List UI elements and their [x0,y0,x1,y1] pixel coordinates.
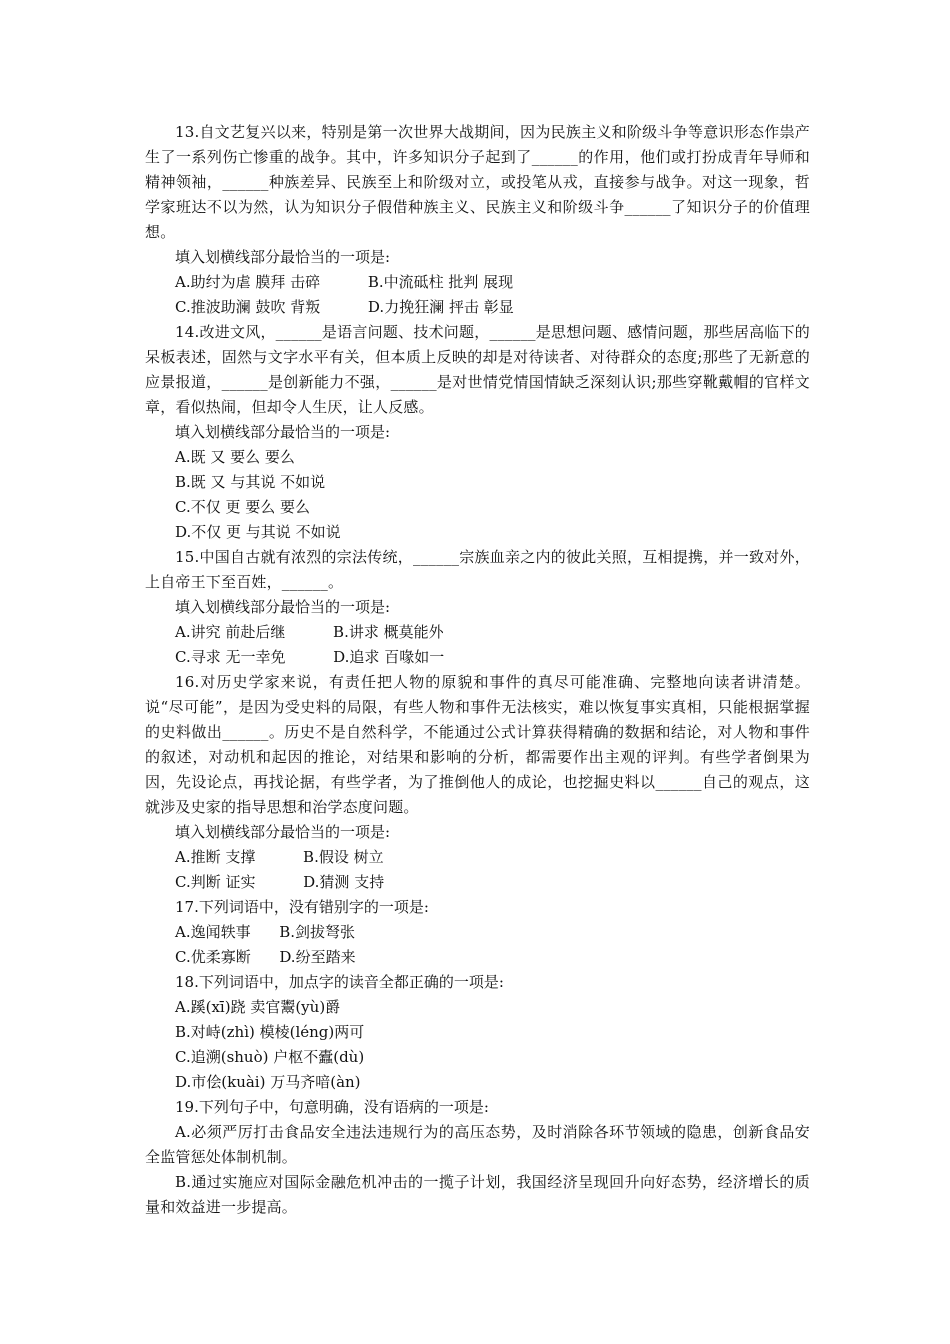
q14-option-d: D.不仅 更 与其说 不如说 [175,523,341,541]
q18-prompt: 18.下列词语中，加点字的读音全都正确的一项是: [175,973,504,991]
q19-option-a: A.必须严厉打击食品安全违法违规行为的高压态势，及时消除各环节领域的隐患，创新食品安全监管惩处体制机制。 [145,1123,810,1166]
q18-option-a: A.蹊(xī)跷 卖官鬻(yù)爵 [175,998,341,1016]
document-page [145,120,810,1220]
q17-options-row-1: A.逸闻轶事 B.剑拔弩张 [175,923,356,941]
q14-option-c: C.不仅 更 要么 要么 [175,498,311,516]
q15-options-row-2: C.寻求 无一幸免 D.追求 百喙如一 [175,648,445,666]
q16-prompt: 填入划横线部分最恰当的一项是: [175,823,391,841]
q18-option-c: C.追溯(shuò) 户枢不蠹(dù) [175,1048,365,1066]
q15-prompt: 填入划横线部分最恰当的一项是: [175,598,391,616]
q16-stem: 16.对历史学家来说，有责任把人物的原貌和事件的真尽可能准确、完整地向读者讲清楚。说“尽可能”，是因为受史料的局限，有些人物和事件无法核实，难以恢复事实真相，只能根据掌握的史料做出______。历史不是自然科学，不能通过公式计算获得精确的数据和结论，对人物和事件的叙述，对动机和起因的推论，对结果和影响的分析，都需要作出主观的评判。有些学者倒果为因，先设论点，再找论据，有些学者，为了推倒他人的成论，也挖掘史料以______自己的观点，这就涉及史家的指导思想和治学态度问题。 [145,673,810,816]
q14-option-a: A.既 又 要么 要么 [175,448,295,466]
q17-options-row-2: C.优柔寡断 D.纷至踏来 [175,948,356,966]
q13-options-row-1: A.助纣为虐 膜拜 击碎 B.中流砥柱 批判 展现 [175,273,514,291]
q18-option-b: B.对峙(zhì) 模棱(léng)两可 [175,1023,365,1041]
q15-stem: 15.中国自古就有浓烈的宗法传统，______宗族血亲之内的彼此关照，互相提携，并一致对外，上自帝王下至百姓，______。 [145,548,810,591]
q19-option-b: B.通过实施应对国际金融危机冲击的一揽子计划，我国经济呈现回升向好态势，经济增长的质量和效益进一步提高。 [145,1173,810,1216]
q15-options-row-1: A.讲究 前赴后继 B.讲求 概莫能外 [175,623,444,641]
q13-prompt: 填入划横线部分最恰当的一项是: [175,248,391,266]
q16-options-row-2: C.判断 证实 D.猜测 支持 [175,873,385,891]
q19-prompt: 19.下列句子中，句意明确，没有语病的一项是: [175,1098,489,1116]
q14-prompt: 填入划横线部分最恰当的一项是: [175,423,391,441]
q17-prompt: 17.下列词语中，没有错别字的一项是: [175,898,429,916]
q16-options-row-1: A.推断 支撑 B.假设 树立 [175,848,384,866]
q18-option-d: D.市侩(kuài) 万马齐喑(àn) [175,1073,361,1091]
q13-stem: 13.自文艺复兴以来，特别是第一次世界大战期间，因为民族主义和阶级斗争等意识形态作祟产生了一系列伤亡惨重的战争。其中，许多知识分子起到了______的作用，他们或打扮成青年导师和精神领袖，______种族差异、民族至上和阶级对立，或投笔从戎，直接参与战争。对这一现象，哲学家班达不以为然，认为知识分子假借种族主义、民族主义和阶级斗争______了知识分子的价值理想。 [145,123,810,241]
q13-options-row-2: C.推波助澜 鼓吹 背叛 D.力挽狂澜 抨击 彰显 [175,298,514,316]
q14-option-b: B.既 又 与其说 不如说 [175,473,326,491]
q14-stem: 14.改进文风，______是语言问题、技术问题，______是思想问题、感情问题，那些居高临下的呆板表述，固然与文字水平有关，但本质上反映的却是对待读者、对待群众的态度;那些了无新意的应景报道，______是创新能力不强，______是对世情党情国情缺乏深刻认识;那些穿靴戴帽的官样文章，看似热闹，但却令人生厌，让人反感。 [145,323,810,416]
